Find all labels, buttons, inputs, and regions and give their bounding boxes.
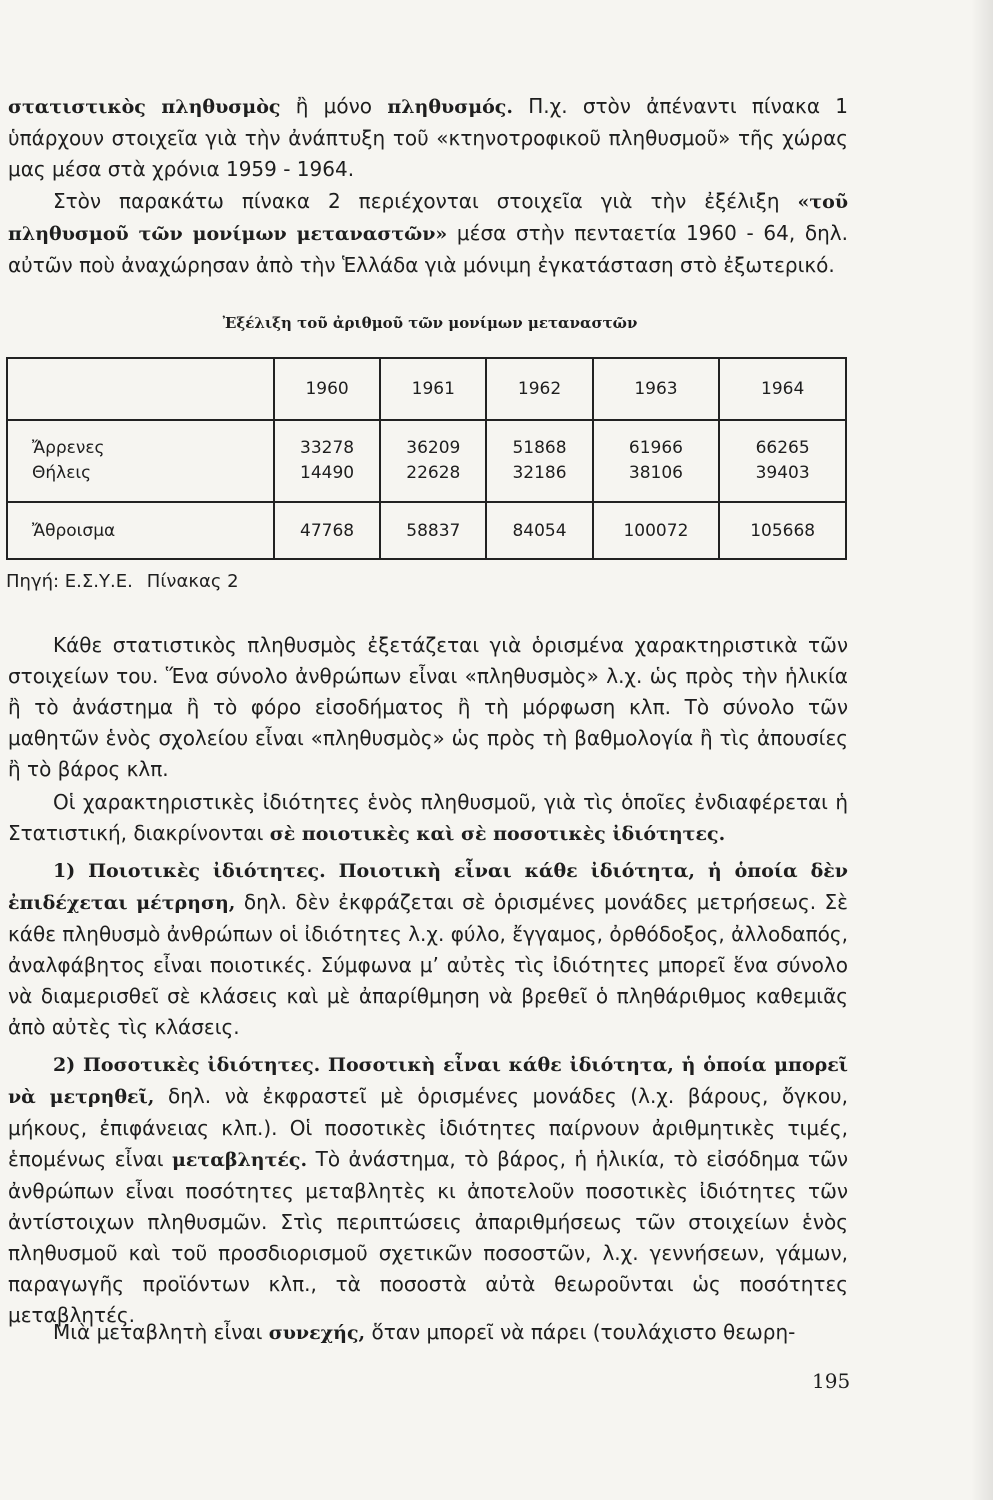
paragraph-intro bbox=[8, 91, 848, 185]
source-text: Πηγή: Ε.Σ.Υ.Ε. bbox=[6, 571, 133, 592]
text: Τὸ ἀνάστημα, τὸ βάρος, ἡ ἡλικία, τὸ εἰσόδημα τῶν ἀνθρώπων εἶναι ποσότητες μεταβλητὲς κι ἀποτελοῦν ποσοτικὲς ἰδιότητες τῶν ἀντίστοιχων πληθυσμῶν. Στὶς περιπτώσεις ἀπαριθμήσεως τῶν στοιχείων ἑνὸς πληθυσμοῦ καὶ τοῦ προσδιορισμοῦ σχετικῶν ποσοστῶν, λ.χ. γεννήσεων, γάμων, παραγωγῆς προϊόντων κλπ., τὰ ποσοστὰ αὐτὰ θεωροῦνται ὡς ποσότητες μεταβλητές. bbox=[8, 1147, 849, 1327]
page-edge-shadow bbox=[971, 0, 993, 1500]
table-title: Ἐξέλιξη τοῦ ἀριθμοῦ τῶν μονίμων μεταναστῶν bbox=[222, 314, 638, 332]
table-cell bbox=[486, 420, 592, 502]
table-cell bbox=[274, 420, 380, 502]
paragraph-characteristics bbox=[8, 630, 848, 785]
male-value: 51868 bbox=[512, 438, 567, 458]
total-value: 47768 bbox=[274, 502, 380, 559]
bold-term: 1) Ποιοτικὲς ἰδιότητες. Ποιοτικὴ εἶναι κάθε ἰδιότητα, ἡ ὁποία δὲν ἐπιδέχεται μέτρηση, bbox=[8, 860, 848, 914]
year-header: 1960 bbox=[274, 358, 380, 420]
text: Οἱ χαρακτηριστικὲς ἰδιότητες ἑνὸς πληθυσμοῦ, γιὰ τὶς ὁποῖες ἐνδιαφέρεται ἡ Στατιστική, διακρίνονται bbox=[8, 790, 848, 845]
year-header: 1962 bbox=[486, 358, 592, 420]
total-value: 84054 bbox=[486, 502, 592, 559]
table-header-row bbox=[7, 358, 846, 420]
female-value: 22628 bbox=[406, 463, 461, 483]
text: Κάθε στατιστικὸς πληθυσμὸς ἐξετάζεται γιὰ ὁρισμένα χαρακτηριστικὰ τῶν στοιχείων του. Ἕνα σύνολο ἀνθρώπων εἶναι «πληθυσμὸς» λ.χ. ὡς πρὸς τὴν ἡλικία ἢ τὸ ἀνάστημα ἢ τὸ φόρο εἰσοδήματος ἢ τὴ μόρφωση κλπ. Τὸ σύνολο τῶν μαθητῶν ἑνὸς σχολείου εἶναι «πληθυσμὸς» ὡς πρὸς τὴ βαθμολογία ἢ τὶς ἀπουσίες ἢ τὸ βάρος κλπ. bbox=[8, 633, 848, 781]
female-label: Θήλεις bbox=[32, 463, 92, 483]
text: μέσα στὴν πενταετία 1960 - 64, δηλ. αὐτῶν ποὺ ἀναχώρησαν ἀπὸ τὴν Ἑλλάδα γιὰ μόνιμη ἐγκατάσταση στὸ ἐξωτερικό. bbox=[8, 221, 848, 277]
total-value: 100072 bbox=[593, 502, 720, 559]
table-label: Πίνακας 2 bbox=[146, 571, 239, 592]
table-row-total bbox=[7, 502, 846, 559]
female-value: 32186 bbox=[512, 463, 567, 483]
text: δηλ. δὲν ἐκφράζεται σὲ ὁρισμένες μονάδες μετρήσεως. Σὲ κάθε πληθυσμὸ ἀνθρώπων οἱ ἰδιότητες λ.χ. φύλο, ἔγγαμος, ὀρθόδοξος, ἀλλοδαπός, ἀναλφάβητος εἶναι ποιοτικές. Σύμφωνα μ’ αὐτὲς τὶς ἰδιότητες μπορεῖ ἕνα σύνολο νὰ διαμερισθεῖ σὲ κλάσεις καὶ μὲ ἀπαρίθμηση νὰ βρεθεῖ ὁ πληθάριθμος καθεμιᾶς ἀπὸ αὐτὲς τὶς κλάσεις. bbox=[8, 890, 848, 1039]
table-cell bbox=[380, 420, 486, 502]
text: δηλ. νὰ ἐκφραστεῖ μὲ ὁρισμένες μονάδες (λ.χ. βάρους, ὄγκου, μήκους, ἐπιφάνειας κλπ.). Οἱ ποσοτικὲς ἰδιότητες παίρνουν ἀριθμητικὲς τιμές, ἑπομένως εἶναι bbox=[8, 1084, 848, 1171]
paragraph-continuous bbox=[8, 1317, 848, 1349]
bold-term: σὲ ποιοτικὲς καὶ σὲ ποσοτικὲς ἰδιότητες. bbox=[269, 823, 726, 845]
text: Μιὰ μεταβλητὴ εἶναι bbox=[53, 1320, 269, 1344]
paragraph-qualitative bbox=[8, 855, 848, 1043]
male-value: 61966 bbox=[628, 438, 683, 458]
bold-term: «τοῦ πληθυσμοῦ τῶν μονίμων μεταναστῶν» bbox=[8, 191, 848, 245]
paragraph-quantitative bbox=[8, 1049, 848, 1331]
empty-header-cell bbox=[7, 358, 274, 420]
total-label: Ἄθροισμα bbox=[7, 502, 274, 559]
bold-term: συνεχής, bbox=[268, 1322, 366, 1344]
male-value: 66265 bbox=[755, 438, 810, 458]
text: ἢ μόνο bbox=[280, 94, 388, 118]
bold-term: πληθυσμός. bbox=[387, 96, 513, 118]
year-header: 1964 bbox=[719, 358, 846, 420]
row-labels bbox=[7, 420, 274, 502]
page-number: 195 bbox=[812, 1369, 851, 1393]
emigrants-table bbox=[6, 357, 847, 560]
bold-term: μεταβλητές. bbox=[171, 1149, 308, 1171]
female-value: 14490 bbox=[300, 463, 355, 483]
male-value: 33278 bbox=[300, 438, 355, 458]
male-label: Ἄρρενες bbox=[32, 438, 105, 458]
male-value: 36209 bbox=[406, 438, 461, 458]
year-header: 1963 bbox=[593, 358, 720, 420]
year-header: 1961 bbox=[380, 358, 486, 420]
table-cell bbox=[593, 420, 720, 502]
text: Στὸν παρακάτω πίνακα 2 περιέχονται στοιχεῖα γιὰ τὴν ἐξέλιξη bbox=[53, 189, 798, 213]
total-value: 58837 bbox=[380, 502, 486, 559]
bold-term: 2) Ποσοτικὲς ἰδιότητες. Ποσοτικὴ εἶναι κάθε ἰδιότητα, ἡ ὁποία μπορεῖ νὰ μετρηθεῖ, bbox=[8, 1054, 848, 1108]
female-value: 39403 bbox=[755, 463, 810, 483]
text: Π.χ. στὸν ἀπέναντι πίνακα 1 ὑπάρχουν στοιχεῖα γιὰ τὴν ἀνάπτυξη τοῦ «κτηνοτροφικοῦ πληθυσμοῦ» τῆς χώρας μας μέσα στὰ χρόνια 1959 - 1964. bbox=[8, 94, 848, 181]
table-row bbox=[7, 420, 846, 502]
table-cell bbox=[719, 420, 846, 502]
total-value: 105668 bbox=[719, 502, 846, 559]
bold-term: στατιστικὸς πληθυσμὸς bbox=[8, 96, 281, 118]
female-value: 38106 bbox=[628, 463, 683, 483]
text: ὅταν μπορεῖ νὰ πάρει (τουλάχιστο θεωρη- bbox=[365, 1320, 796, 1344]
table-source bbox=[6, 571, 239, 592]
paragraph-properties bbox=[8, 787, 848, 850]
paragraph-table-intro bbox=[8, 186, 848, 281]
